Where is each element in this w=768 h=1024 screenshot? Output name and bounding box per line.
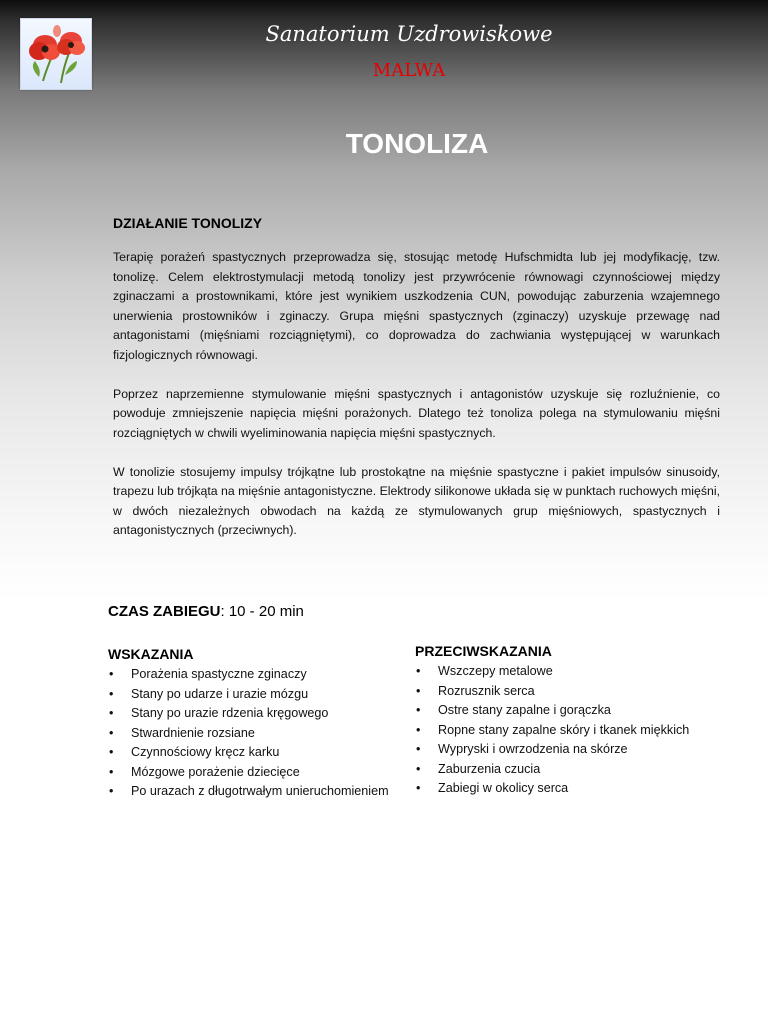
bullet: •	[109, 686, 114, 701]
bullet: •	[416, 722, 421, 737]
bullet: •	[416, 664, 421, 678]
list-item	[415, 740, 735, 760]
list-item-text: Stany po udarze i urazie mózgu	[131, 686, 309, 701]
paragraph: Terapię porażeń spastycznych przeprowadza się, stosując metodę Hufschmidta lub jej modyfikację, tzw. tonolizę. Celem elektrostymulacji metodą tonolizy jest przywrócenie równowagi czynnościowej między zginaczami a prostownikami, które jest wynikiem uszkodzenia CUN, powodując zaburzenia wzajemnego unerwienia prostowników i zginaczy. Grupa mięśni spastycznych (zginaczy) uzyskuje przewagę nad antagonistami (mięśniami rozciągniętymi), co doprowadza do zachwiania występującej w warunkach fizjologicznych równowagi.	[113, 250, 720, 362]
indications-section	[108, 646, 408, 802]
list-item	[108, 665, 408, 685]
list-item-text: Ostre stany zapalne i gorączka	[438, 703, 611, 717]
indications-list	[108, 665, 408, 802]
list-item	[415, 682, 735, 702]
list-item	[108, 763, 408, 783]
list-item-text: Porażenia spastyczne zginaczy	[131, 667, 307, 681]
brand-title: Sanatorium Uzdrowiskowe	[265, 22, 553, 46]
list-item	[108, 743, 408, 763]
list-item-text: Stany po urazie rdzenia kręgowego	[131, 706, 329, 720]
list-item-text: Ropne stany zapalne skóry i tkanek miękkich	[438, 722, 690, 737]
list-item	[415, 721, 735, 741]
bullet: •	[109, 764, 114, 779]
description	[113, 248, 720, 560]
paragraph: W tonolizie stosujemy impulsy trójkątne lub prostokątne na mięśnie spastyczne i pakiet impulsów sinusoidy, trapezu lub trójkąta na mięśnie antagonistyczne. Elektrody silikonowe układa się w punktach ruchowych mięśni, w dwóch niezależnych obwodach na każdą ze stymulowanych grup mięśniowych, spastycznych i antagonistycznych (przeciwnych).	[113, 464, 720, 537]
list-item	[108, 724, 408, 744]
contraindications-section	[415, 643, 735, 799]
list-item	[415, 662, 735, 682]
list-item	[108, 704, 408, 724]
treatment-time-label: CZAS ZABIEGU	[108, 603, 221, 620]
list-item	[415, 701, 735, 721]
brand-subtitle: MALWA	[372, 60, 446, 81]
list-item-text: Mózgowe porażenie dziecięce	[131, 764, 300, 779]
bullet: •	[416, 781, 421, 795]
bullet: •	[416, 683, 421, 698]
bullet: •	[109, 745, 114, 759]
list-item-text: Stwardnienie rozsiane	[131, 725, 255, 740]
list-item	[415, 760, 735, 780]
list-item-text: Wszczepy metalowe	[438, 664, 553, 678]
list-item	[108, 782, 408, 802]
list-item-text: Zaburzenia czucia	[438, 761, 541, 776]
list-item-text: Po urazach z długotrwałym unieruchomieniem	[131, 784, 389, 798]
bullet: •	[416, 761, 421, 776]
bullet: •	[109, 706, 114, 720]
list-item-text: Czynnościowy kręcz karku	[131, 745, 280, 759]
paragraph: Poprzez naprzemienne stymulowanie mięśni spastycznych i antagonistów uzyskuje się rozluźnienie, co powoduje zmniejszenie napięcia mięśni porażonych. Dlatego też tonoliza polega na stymulowaniu mięśni rozciągniętych w chwili wyeliminowania napięcia mięśni spastycznych.	[113, 386, 720, 440]
list-item	[415, 779, 735, 799]
treatment-time-value: : 10 - 20 min	[220, 603, 304, 620]
contraindications-heading: PRZECIWSKAZANIA	[415, 643, 552, 659]
bullet: •	[109, 725, 114, 740]
indications-heading: WSKAZANIA	[108, 646, 194, 662]
bullet: •	[109, 784, 114, 798]
bullet: •	[109, 667, 114, 681]
list-item-text: Rozrusznik serca	[438, 683, 535, 698]
list-item-text: Wypryski i owrzodzenia na skórze	[438, 742, 628, 756]
treatment-time	[108, 603, 304, 620]
contraindications-list	[415, 662, 735, 799]
bullet: •	[416, 742, 421, 756]
page-title: TONOLIZA	[345, 128, 489, 159]
bullet: •	[416, 703, 421, 717]
section-heading: DZIAŁANIE TONOLIZY	[113, 215, 263, 231]
list-item	[108, 685, 408, 705]
list-item-text: Zabiegi w okolicy serca	[438, 781, 569, 795]
